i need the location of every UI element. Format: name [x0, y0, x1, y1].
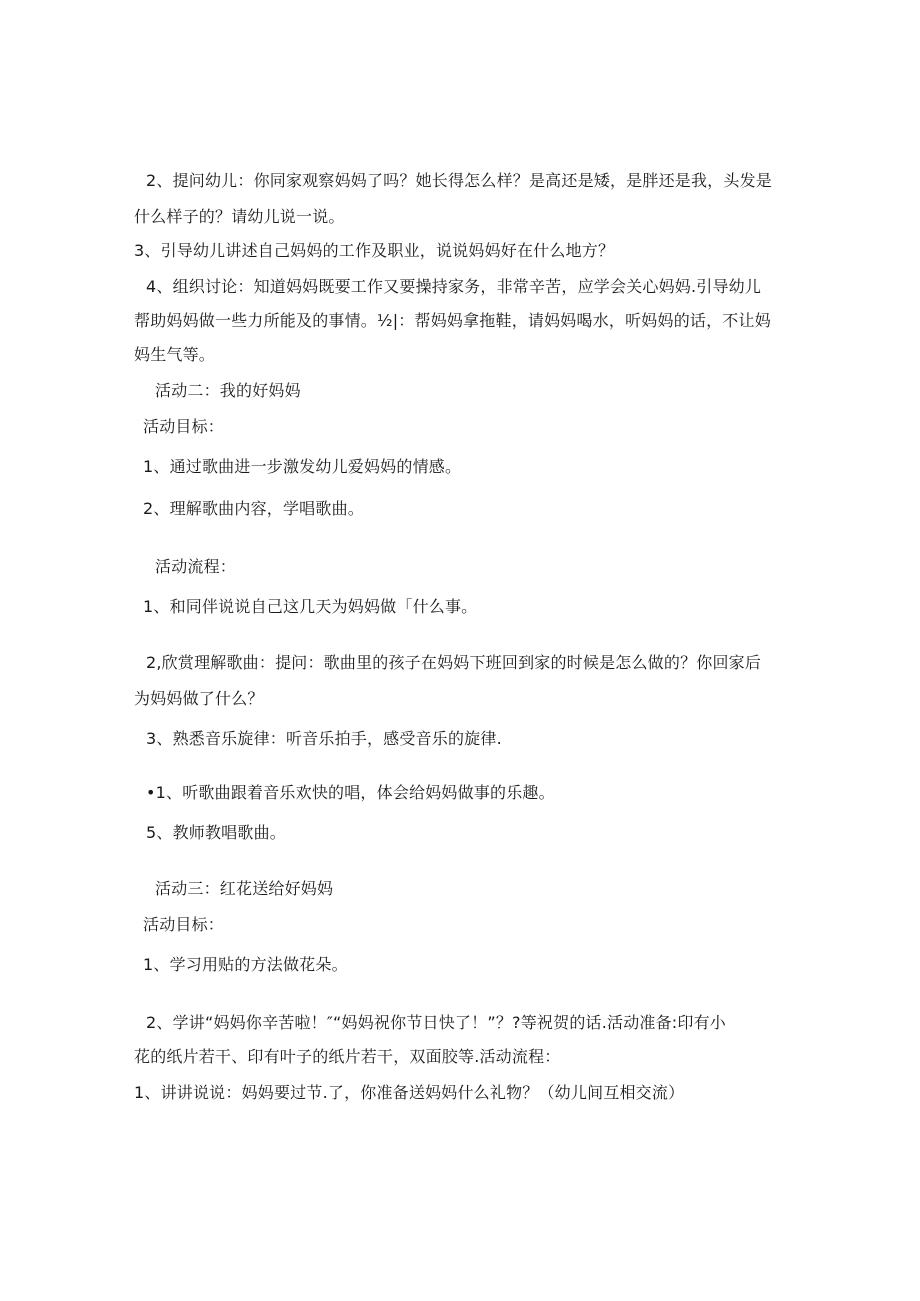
text-line: 5、教师教唱歌曲。: [146, 823, 286, 842]
section-heading: 活动二：我的好妈妈: [155, 381, 301, 400]
text-line: 1、学习用贴的方法做花朵。: [143, 955, 348, 974]
text-line: 帮助妈妈做一些力所能及的事情。½|：帮妈妈拿拖鞋，请妈妈喝水，听妈妈的话，不让妈: [134, 311, 771, 330]
text-line: 2、理解歌曲内容，学唱歌曲。: [143, 499, 364, 518]
subheading: 活动目标：: [143, 417, 225, 436]
text-line: 2,欣赏理解歌曲：提问：歌曲里的孩子在妈妈下班回到家的时候是怎么做的？你回家后: [146, 653, 762, 672]
text-line: 4、组织讨论：知道妈妈既要工作又要操持家务，非常辛苦，应学会关心妈妈.引导幼儿: [146, 277, 762, 296]
text-line: 1、讲讲说说：妈妈要过节.了，你准备送妈妈什么礼物？（幼儿间互相交流）: [134, 1083, 685, 1102]
text-line: 1、通过歌曲进一步激发幼儿爱妈妈的情感。: [143, 457, 462, 476]
text-line: 花的纸片若干、印有叶子的纸片若干，双面胶等.活动流程：: [134, 1047, 561, 1066]
text-line: 1、和同伴说说自己这几天为妈妈做「什么事。: [143, 597, 478, 616]
text-line: 什么样子的？请幼儿说一说。: [134, 207, 345, 226]
section-heading: 活动三：红花送给好妈妈: [155, 879, 334, 898]
subheading: 活动目标：: [143, 915, 225, 934]
text-line: 3、引导幼儿讲述自己妈妈的工作及职业，说说妈妈好在什么地方？: [134, 241, 615, 260]
text-line: 妈生气等。: [134, 345, 216, 364]
text-line: 3、熟悉音乐旋律：听音乐拍手，感受音乐的旋律.: [146, 729, 502, 748]
text-line: •1、听歌曲跟着音乐欢快的唱，体会给妈妈做事的乐趣。: [146, 783, 555, 802]
subheading: 活动流程：: [155, 557, 237, 576]
text-line: 为妈妈做了什么？: [134, 689, 264, 708]
text-line: 2、学讲“妈妈你辛苦啦！″“妈妈祝你节日快了！”？?等祝贺的话.活动准备:印有小: [146, 1013, 726, 1032]
text-line: 2、提问幼儿：你同家观察妈妈了吗？她长得怎么样？是高还是矮，是胖还是我，头发是: [146, 171, 772, 190]
